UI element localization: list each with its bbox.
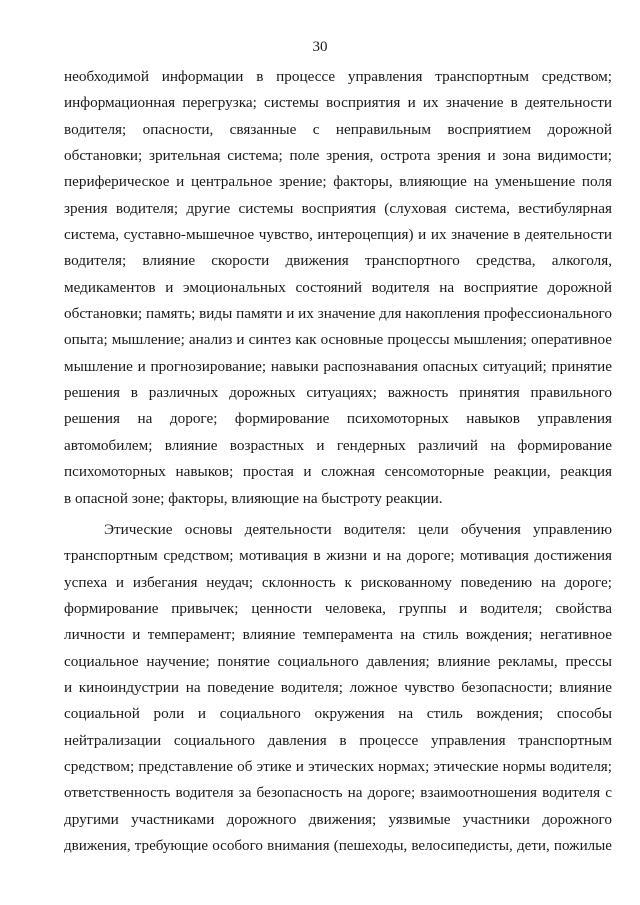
text-line: обстановки; память; виды памяти и их значение для накопления профессионального bbox=[64, 305, 612, 323]
text-line: социальное научение; понятие социального давления; влияние рекламы, прессы bbox=[64, 652, 612, 670]
text-line: зрения водителя; другие системы восприятия (слуховая система, вестибулярная bbox=[64, 199, 612, 217]
text-line: решения на дороге; формирование психомоторных навыков управления bbox=[64, 410, 612, 428]
text-line: система, суставно-мышечное чувство, интероцепция) и их значение в деятельности bbox=[64, 226, 612, 244]
text-line: ответственность водителя за безопасность на дороге; взаимоотношения водителя с bbox=[64, 784, 612, 802]
text-line: другими участниками дорожного движения; уязвимые участники дорожного bbox=[64, 810, 612, 828]
text-line: формирование привычек; ценности человека, группы и водителя; свойства bbox=[64, 599, 612, 617]
text-line: нейтрализации социального давления в процессе управления транспортным bbox=[64, 731, 612, 749]
text-line: психомоторных навыков; простая и сложная сенсомоторные реакции, реакция bbox=[64, 463, 612, 481]
text-line: автомобилем; влияние возрастных и гендерных различий на формирование bbox=[64, 436, 612, 454]
text-line: периферическое и центральное зрение; факторы, влияющие на уменьшение поля bbox=[64, 173, 612, 191]
text-line: информационная перегрузка; системы восприятия и их значение в деятельности bbox=[64, 94, 612, 112]
paragraph-2 bbox=[64, 517, 612, 859]
text-line: Этические основы деятельности водителя: цели обучения управлению bbox=[104, 520, 612, 538]
paragraph-1 bbox=[64, 64, 612, 512]
text-line: мышление и прогнозирование; навыки распознавания опасных ситуаций; принятие bbox=[64, 357, 612, 375]
text-line: необходимой информации в процессе управления транспортным средством; bbox=[64, 68, 612, 85]
text-line: в опасной зоне; факторы, влияющие на быстроту реакции. bbox=[64, 489, 443, 507]
text-line: личности и темперамент; влияние темперамента на стиль вождения; негативное bbox=[64, 626, 612, 644]
text-line: транспортным средством; мотивация в жизни и на дороге; мотивация достижения bbox=[64, 547, 612, 565]
text-line: социальной роли и социального окружения на стиль вождения; способы bbox=[64, 705, 612, 723]
text-line: движения, требующие особого внимания (пешеходы, велосипедисты, дети, пожилые bbox=[64, 837, 612, 854]
text-line: водителя; влияние скорости движения транспортного средства, алкоголя, bbox=[64, 252, 612, 270]
text-line: обстановки; зрительная система; поле зрения, острота зрения и зона видимости; bbox=[64, 147, 612, 165]
text-line: медикаментов и эмоциональных состояний водителя на восприятие дорожной bbox=[64, 278, 612, 296]
text-line: успеха и избегания неудач; склонность к рискованному поведению на дороге; bbox=[64, 573, 612, 591]
text-line: решения в различных дорожных ситуациях; важность принятия правильного bbox=[64, 384, 612, 402]
text-line: опыта; мышление; анализ и синтез как основные процессы мышления; оперативное bbox=[64, 331, 612, 349]
text-line: водителя; опасности, связанные с неправильным восприятием дорожной bbox=[64, 120, 612, 138]
page-number: 30 bbox=[312, 39, 328, 55]
text-line: средством; представление об этике и этических нормах; этические нормы водителя; bbox=[64, 757, 612, 775]
text-line: и киноиндустрии на поведение водителя; ложное чувство безопасности; влияние bbox=[64, 678, 612, 696]
body-text bbox=[64, 64, 612, 859]
